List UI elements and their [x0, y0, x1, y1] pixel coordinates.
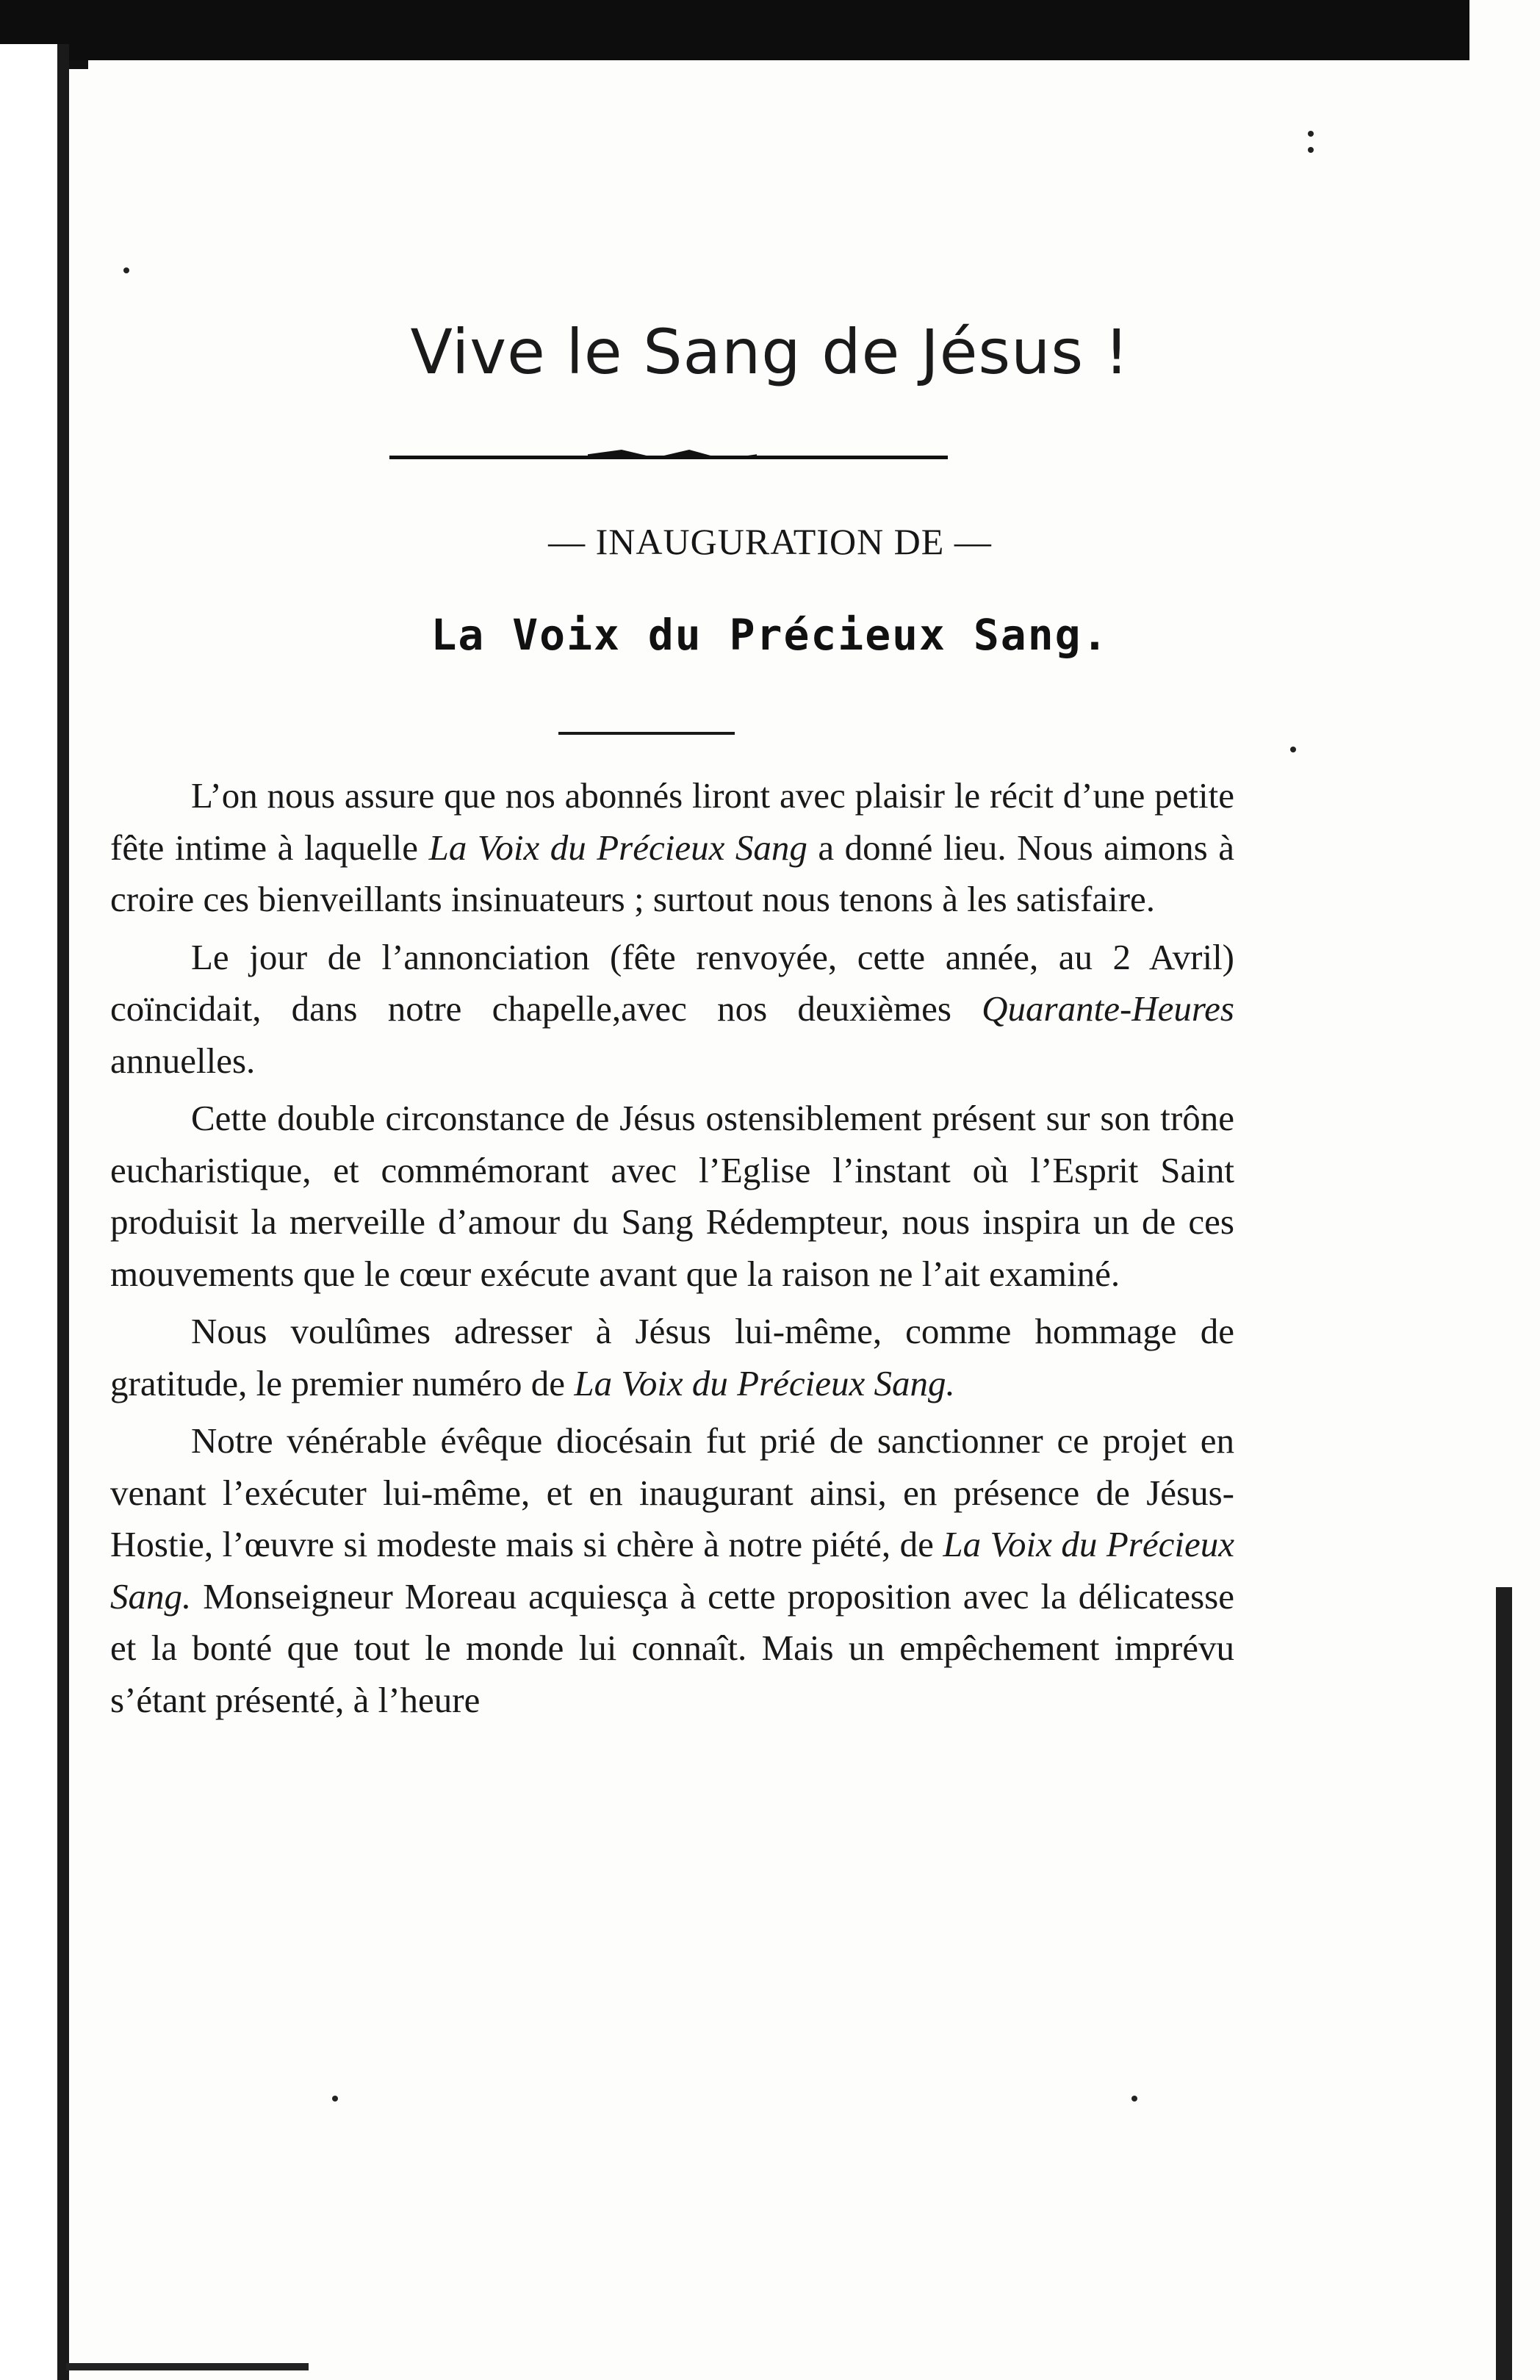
- text-run: Notre vénérable évêque diocésain fut prié de sanctionner ce projet en venant l’exécuter lui-même, et en inaugurant ainsi, en présence de Jésus-Hostie, l’œuvre si modeste mais si chère à notre piété, de: [110, 1420, 1234, 1564]
- body-paragraph: [110, 1415, 1234, 1726]
- text-run: a donné lieu. Nous aimons à croire ces bienveillants insinuateurs ; surtout nous tenons à les satisfaire.: [110, 827, 1234, 919]
- body-paragraph: [110, 1093, 1234, 1300]
- scan-speck: [123, 267, 129, 273]
- text-run: Nous voulûmes adresser à Jésus lui-même, comme hommage de gratitude, le premier numéro de: [110, 1311, 1234, 1403]
- scan-speck: [1290, 747, 1296, 752]
- page-title: Vive le Sang de Jésus !: [410, 316, 1130, 388]
- text-run: Le jour de l’annonciation (fête renvoyée, cette année, au 2 Avril) coïncidait, dans notre chapelle,avec nos deuxièmes: [110, 936, 1234, 1029]
- italic-title-run: La Voix du Précieux Sang.: [110, 1524, 1234, 1617]
- body-paragraph: [110, 770, 1234, 926]
- scan-left-border: [57, 44, 69, 2380]
- scan-left-margin: [0, 44, 57, 2380]
- scan-speck: [1308, 131, 1314, 137]
- divider-rule: [558, 732, 735, 735]
- text-run: Cette double circonstance de Jésus ostensiblement présent sur son trône eucharistique, et commémorant avec l’Eglise l’instant où l’Esprit Saint produisit la merveille d’amour du Sang Rédempteur, nous inspira un de ces mouvements que le cœur exécute avant que la raison ne l’ait examiné.: [110, 1098, 1234, 1294]
- scan-speck: [1131, 2096, 1137, 2102]
- text-run: Monseigneur Moreau acquiesça à cette proposition avec la délicatesse et la bonté que tout le monde lui connaît. Mais un empêchement imprévu s’étant présenté, à l’heure: [110, 1575, 1234, 1720]
- italic-title-run: La Voix du Précieux Sang: [428, 827, 807, 868]
- body-paragraph: [110, 932, 1234, 1087]
- scan-right-border: [1496, 1587, 1512, 2380]
- section-subheading: — INAUGURATION DE —: [548, 521, 992, 562]
- text-run: annuelles.: [110, 1040, 256, 1081]
- scan-bottom-border: [66, 2363, 309, 2370]
- scan-speck: [1308, 147, 1314, 153]
- body-paragraph: [110, 1306, 1234, 1409]
- scan-speck: [332, 2096, 338, 2102]
- italic-title-run: La Voix du Précieux Sang.: [574, 1362, 955, 1403]
- text-run: L’on nous assure que nos abonnés liront avec plaisir le récit d’une petite fête intime à laquelle: [110, 775, 1234, 868]
- article-body: [110, 770, 1234, 1726]
- journal-title: La Voix du Précieux Sang.: [431, 610, 1109, 660]
- scan-top-border: [0, 0, 1469, 60]
- italic-title-run: Quarante-Heures: [982, 988, 1234, 1029]
